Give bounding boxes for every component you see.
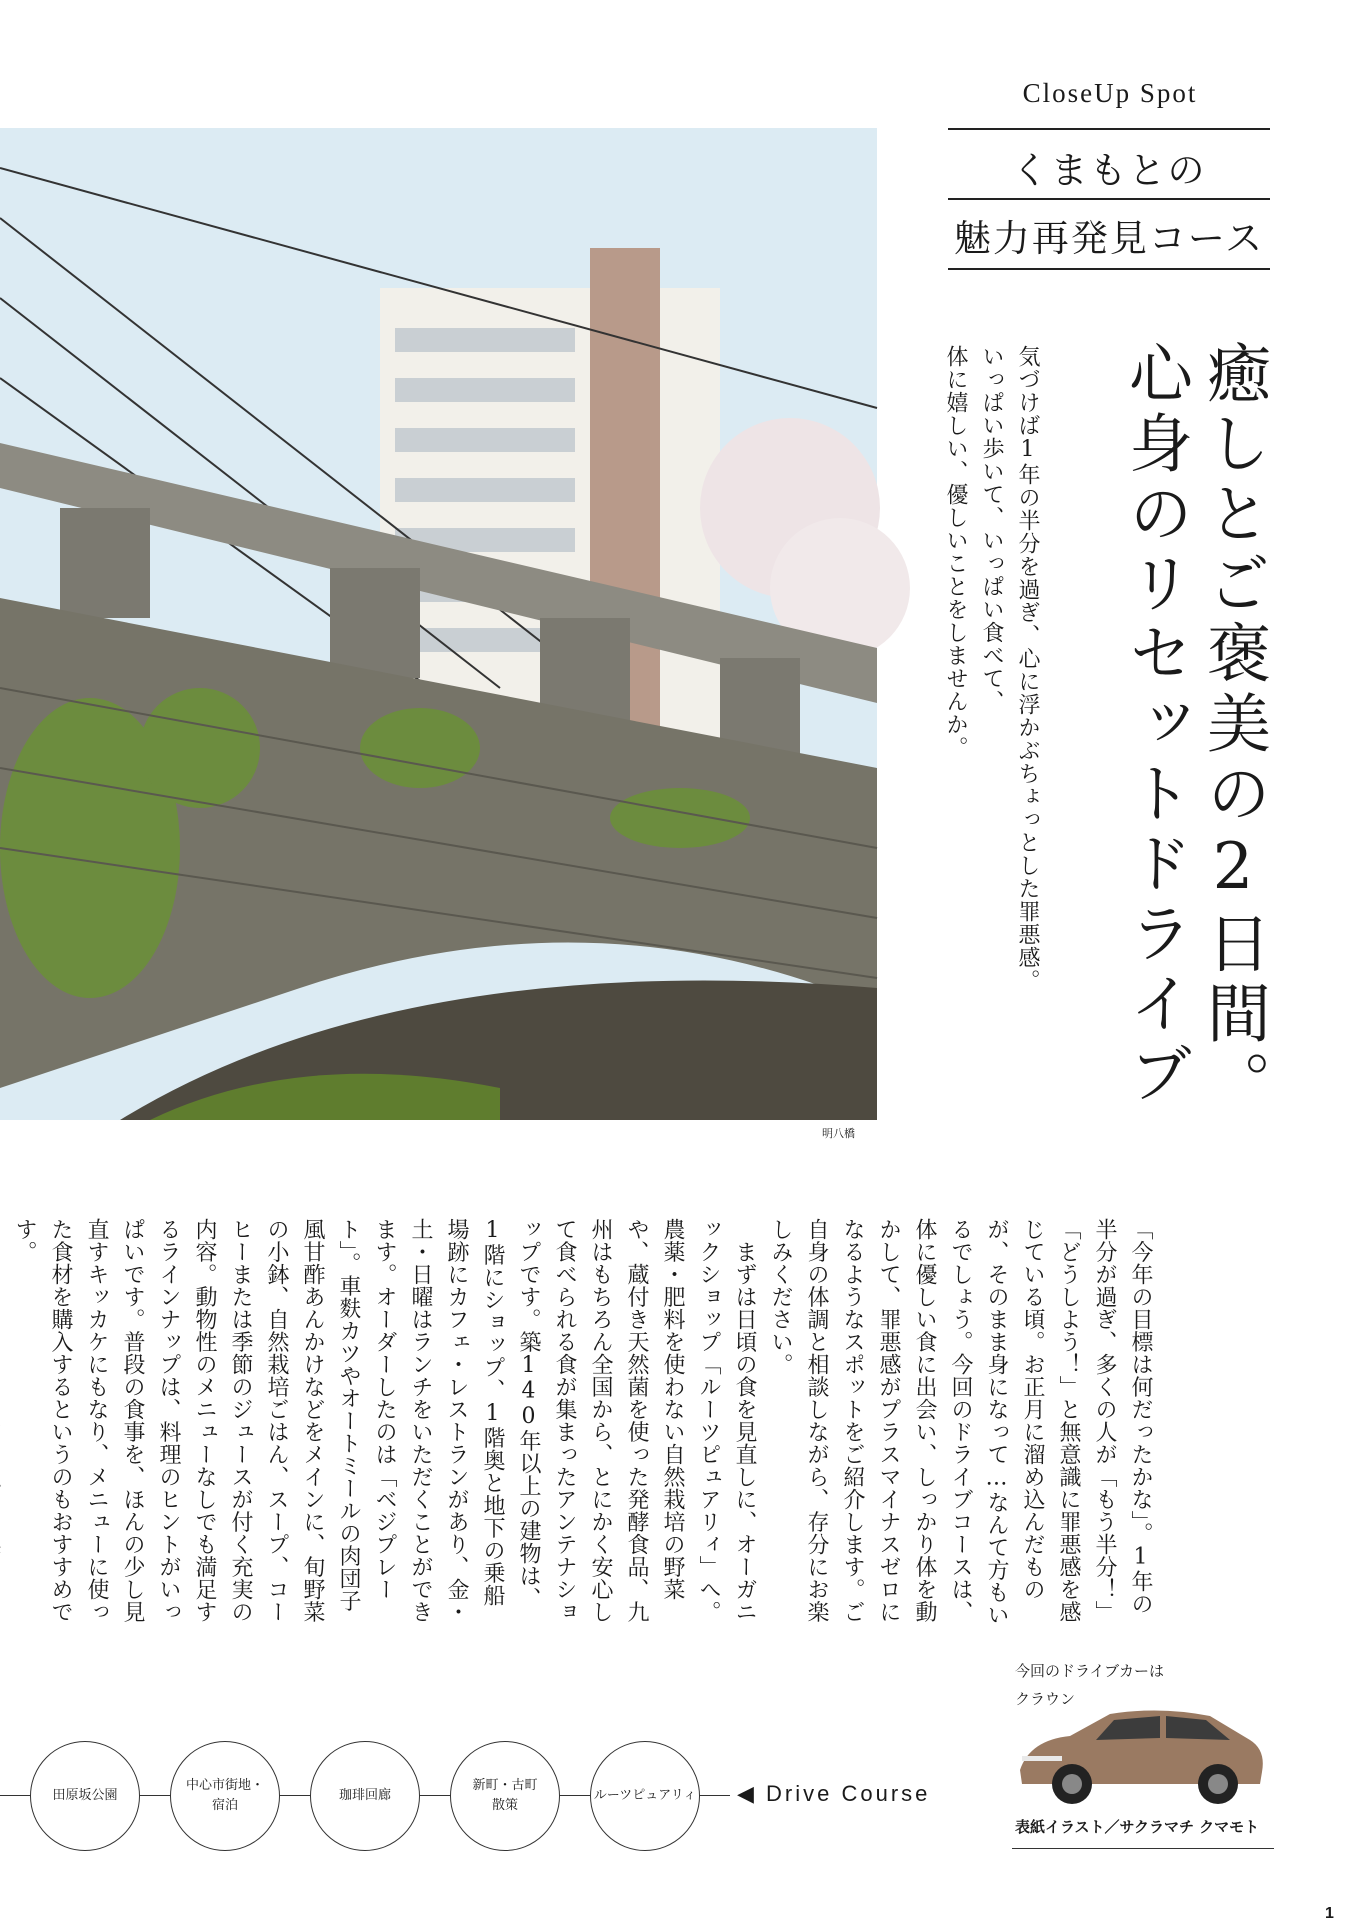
car-title-line1: 今回のドライブカーは: [1015, 1662, 1164, 1680]
bridge-photo: [0, 128, 877, 1120]
car-rule: [1012, 1848, 1274, 1849]
lead-line-3: 体に嬉しい、優しいことをしませんか。: [943, 345, 968, 759]
car-image: [1010, 1700, 1272, 1814]
header-rule-top: [948, 128, 1270, 130]
headline-line2: 心身のリセットドライブ: [1118, 340, 1192, 1110]
lead-line-2: いっぱい歩いて、いっぱい食べて、: [979, 345, 1004, 713]
section-title-line1: くまもとの: [1011, 149, 1207, 192]
page-number: 1: [1325, 1905, 1334, 1922]
section-title-line2: 魅力再発見コース: [953, 217, 1265, 260]
car-caption: 表紙イラスト／サクラマチ クマモト: [1015, 1818, 1260, 1836]
section-kicker: CloseUp Spot: [1022, 78, 1198, 108]
course-stop-4: 新町・古町 散策: [450, 1741, 560, 1851]
photo-caption: 明八橋: [822, 1127, 855, 1140]
lead-text: [937, 345, 1045, 992]
course-stop-5: ルーツピュアリィ: [590, 1741, 700, 1851]
header-rule-middle: [948, 198, 1270, 200]
drive-course-label: ◀ Drive Course: [737, 1781, 931, 1806]
headline-line1: 癒しとご褒美の2日間。: [1196, 340, 1270, 1120]
course-stop-3: 珈琲回廊: [310, 1741, 420, 1851]
course-stop-2: 中心市街地・ 宿泊: [170, 1741, 280, 1851]
header-rule-bottom: [948, 268, 1270, 270]
lead-line-1: 気づけば1年の半分を過ぎ、心に浮かぶちょっとした罪悪感。: [1015, 345, 1040, 992]
course-stop-1: 田原坂公園: [30, 1741, 140, 1851]
article-body: 「今年の目標は何だったかな」。1年の半分が過ぎ、多くの人が「もう半分！」「どうしよう！」と無意識に罪悪感を感じている頃。お正月に溜め込んだものが、そのまま身になって…なんて方もいるでしょう。今回のドライブコースは、体に優しい食に出会い、しっかり体を動かして、罪悪感がプラスマイナスゼロになるようなスポットをご紹介します。ご自身の体調と相談しながら、存分にお楽しみください。 まずは日頃の食を見直しに、オーガニックショップ「ルーツピュアリィ」へ。農薬・肥料を使わない自然栽培の野菜や、蔵付き天然菌を使った発酵食品、九州はもちろん全国から、とにかく安心して食べられる食が集まったアンテナショップです。築140年以上の建物は、1階にショップ、1階奥と地下の乗船場跡にカフェ・レストランがあり、金・土・日曜はランチをいただくことができます。オーダーしたのは「ベジプレート」。車麩カツやオートミールの肉団子風甘酢あんかけなどをメインに、旬野菜の小鉢、自然栽培ごはん、スープ、コーヒーまたは季節のジュースが付く充実の内容。動物性のメニューなしでも満足するラインナップは、料理のヒントがいっぱいです。普段の食事を、ほんの少し見直すキッカケにもなり、メニューに使った食材を購入するというのもおすすめです。: [12, 1218, 1153, 1626]
car-title-line2: クラウン: [1015, 1690, 1076, 1708]
